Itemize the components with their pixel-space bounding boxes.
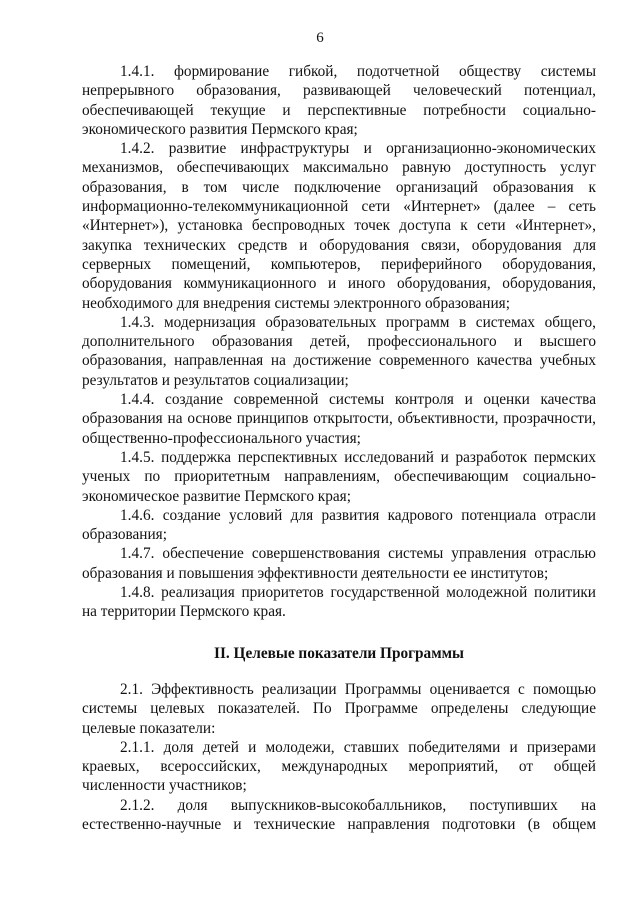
paragraph-1-4-2: 1.4.2. развитие инфраструктуры и организационно-экономических механизмов, обеспечивающих максимально равную доступность услуг образования, в том числе подключение организаций образования к информационно-телекоммуникационной сети «Интернет» (далее – сеть «Интернет»), установка беспроводных точек доступа к сети «Интернет», закупка технических средств и оборудования связи, оборудования для серверных помещений, компьютеров, периферийного оборудования, оборудования коммуникационного и иного оборудования, оборудования, необходимого для внедрения системы электронного образования; — [82, 140, 596, 312]
paragraph-1-4-4: 1.4.4. создание современной системы контроля и оценки качества образования на основе принципов открытости, объективности, прозрачности, общественно-профессионального участия; — [82, 391, 596, 447]
paragraph-2-1-1: 2.1.1. доля детей и молодежи, ставших победителями и призерами краевых, всероссийских, международных мероприятий, от общей численности участников; — [82, 738, 596, 795]
paragraph-2-1-2: 2.1.2. доля выпускников-высокобалльников, поступивших на естественно-научные и технические направления подготовки (в общем — [82, 796, 596, 833]
paragraph-1-4-6: 1.4.6. создание условий для развития кадрового потенциала отрасли образования; — [82, 506, 596, 544]
paragraph-2-1: 2.1. Эффективность реализации Программы оценивается с помощью системы целевых показателей. По Программе определены следующие целевые показатели: — [82, 680, 596, 737]
document-body — [82, 62, 596, 834]
paragraph-1-4-1: 1.4.1. формирование гибкой, подотчетной обществу системы непрерывного образования, развивающей человеческий потенциал, обеспечивающей текущие и перспективные потребности социально-экономического развития Пермского края; — [82, 63, 596, 138]
paragraph-1-4-5: 1.4.5. поддержка перспективных исследований и разработок пермских ученых по приоритетным направлениям, обеспечивающим социально-экономическое развитие Пермского края; — [82, 448, 596, 505]
page-number: 6 — [316, 30, 324, 46]
paragraph-1-4-7: 1.4.7. обеспечение совершенствования системы управления отраслью образования и повышения эффективности деятельности ее институтов; — [82, 545, 596, 582]
section-heading: II. Целевые показатели Программы — [214, 644, 464, 662]
paragraph-1-4-8: 1.4.8. реализация приоритетов государственной молодежной политики на территории Пермского края. — [82, 584, 596, 621]
paragraph-1-4-3: 1.4.3. модернизация образовательных программ в системах общего, дополнительного образования детей, профессионального и высшего образования, направленная на достижение современного качества учебных результатов и результатов социализации; — [82, 313, 596, 389]
